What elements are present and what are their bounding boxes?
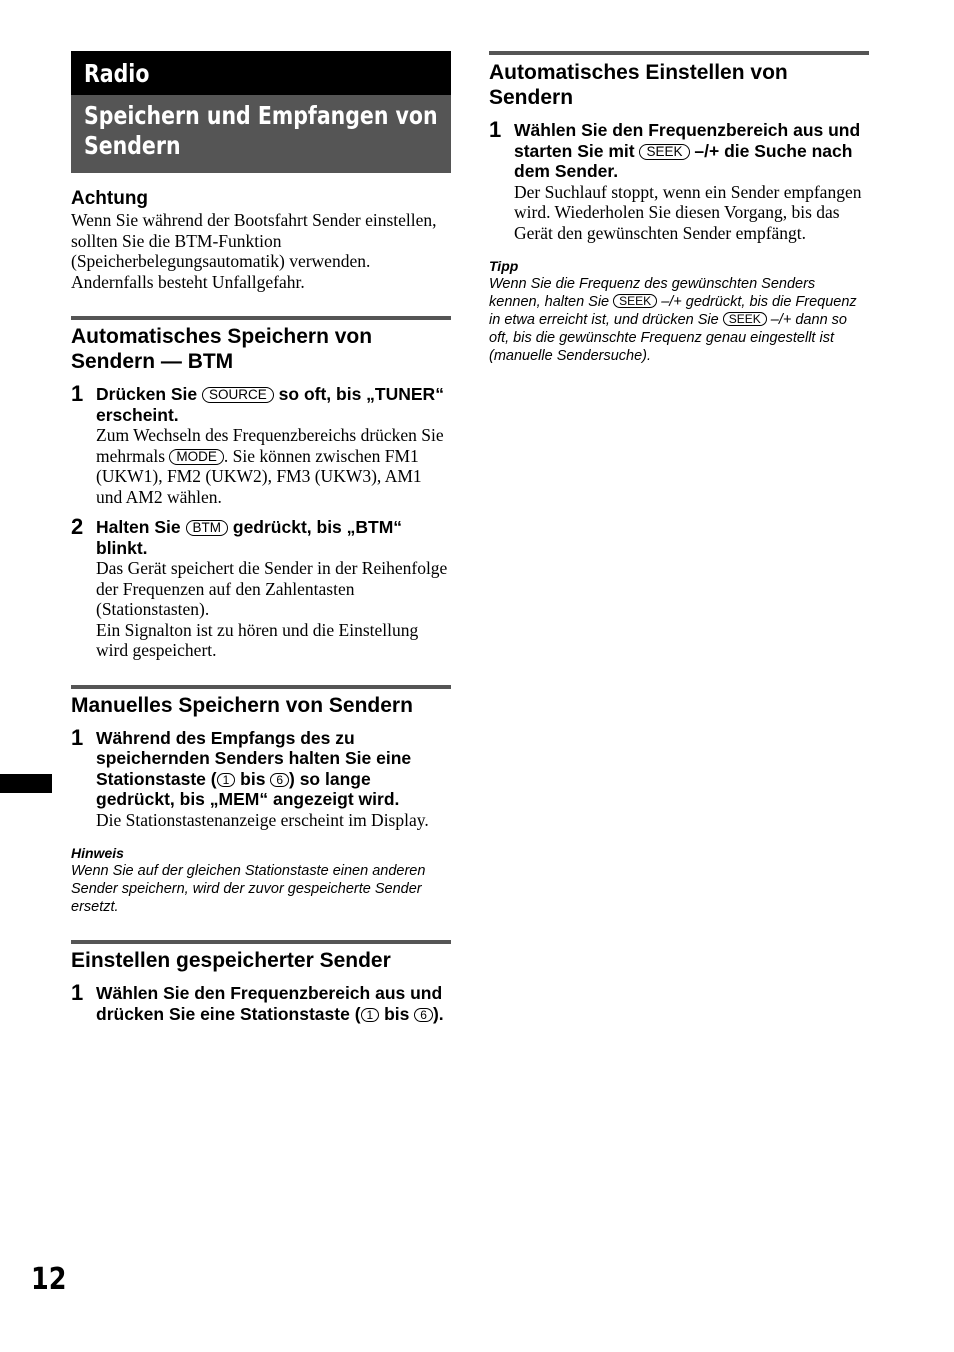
btm-section-header	[71, 316, 451, 374]
preset-1-button-label: 1	[217, 773, 236, 787]
mode-button-label: MODE	[169, 449, 224, 465]
stored-step-1	[71, 980, 451, 1024]
auto-tune-step-1	[489, 117, 869, 243]
step-heading-text: ) so lange gedrückt, bis „MEM“ angezeigt wird.	[96, 768, 400, 809]
btm-button-label: BTM	[186, 520, 229, 536]
step-heading-text: –/+ die Suche nach dem Sender.	[514, 140, 853, 181]
step-body: Die Stationstastenanzeige erscheint im Display.	[96, 809, 429, 830]
seek-button-label: SEEK	[723, 312, 767, 326]
page-number: 12	[31, 1262, 67, 1297]
auto-tune-section-title: Automatisches Einstellen von Sendern	[489, 61, 788, 109]
step-number: 1	[71, 980, 84, 1005]
step-body-text: . Sie können zwischen FM1 (UKW1), FM2 (UKW2), FM3 (UKW3), AM1 und AM2 wählen.	[96, 445, 422, 507]
step-heading-text: bis	[384, 1003, 410, 1024]
preset-6-button-label: 6	[414, 1008, 433, 1022]
chapter-title: Radio	[84, 58, 150, 88]
note-title: Hinweis	[71, 845, 124, 861]
chapter-banner	[71, 51, 451, 95]
btm-step-2	[71, 514, 451, 661]
note-text: Wenn Sie auf der gleichen Stationstaste einen anderen Sender speichern, wird der zuvor gespeicherte Sender ersetzt.	[71, 863, 426, 915]
step-heading-text: Während des Empfangs des zu speichernden Senders halten Sie eine Stationstaste (	[96, 727, 412, 789]
step-heading	[96, 983, 451, 1024]
btm-section-title: Automatisches Speichern von Sendern — BTM	[71, 325, 373, 373]
step-body-text: Zum Wechseln des Frequenzbereichs drücken Sie mehrmals	[96, 425, 444, 466]
step-heading	[96, 384, 451, 425]
step-body	[96, 425, 451, 507]
stored-section-header	[71, 940, 451, 973]
step-heading	[96, 728, 451, 810]
tip-text-part: Wenn Sie die Frequenz des gewünschten Senders kennen, halten Sie	[489, 276, 816, 310]
section-banner-title: Speichern und Empfangen von Sendern	[84, 101, 438, 160]
step-heading-text: Wählen Sie den Frequenzbereich aus und drücken Sie eine Stationstaste (	[96, 983, 443, 1024]
seek-button-label: SEEK	[613, 294, 657, 308]
tip-text	[489, 275, 869, 365]
tip-text-part: –/+ gedrückt, bis die Frequenz in etwa erreicht ist, und drücken Sie	[489, 294, 857, 328]
btm-step-1	[71, 381, 451, 507]
step-heading-text: so oft, bis „TUNER“ erscheint.	[96, 384, 444, 425]
step-number: 1	[71, 381, 84, 406]
step-heading-text: Wählen Sie den Frequenzbereich aus und starten Sie mit	[514, 120, 861, 161]
manual-section-title: Manuelles Speichern von Sendern	[71, 693, 413, 717]
left-column	[71, 51, 451, 1024]
chapter-side-tab	[0, 774, 52, 793]
caution-text: Wenn Sie während der Bootsfahrt Sender einstellen, sollten Sie die BTM-Funktion (Speicherbelegungsautomatik) verwenden. Andernfalls besteht Unfallgefahr.	[71, 210, 437, 292]
right-column	[489, 51, 869, 365]
step-number: 2	[71, 514, 84, 539]
step-heading-text: Halten Sie	[96, 517, 181, 537]
step-heading-text: bis	[240, 768, 266, 789]
step-number: 1	[71, 724, 84, 750]
step-heading	[96, 517, 451, 558]
step-heading-text: ).	[432, 1003, 444, 1024]
step-body: Der Suchlauf stoppt, wenn ein Sender empfangen wird. Wiederholen Sie diesen Vorgang, bis das Gerät den gewünschten Sender empfängt.	[514, 181, 862, 243]
caution-title: Achtung	[71, 188, 149, 209]
preset-1-button-label: 1	[361, 1008, 380, 1022]
auto-tune-section-header	[489, 51, 869, 110]
step-heading	[514, 120, 869, 182]
preset-6-button-label: 6	[270, 773, 289, 787]
step-number: 1	[489, 117, 502, 142]
step-body: Ein Signalton ist zu hören und die Einstellung wird gespeichert.	[96, 619, 419, 660]
manual-step-1	[71, 724, 451, 831]
source-button-label: SOURCE	[202, 387, 274, 403]
tip-text-part: –/+ dann so oft, bis die gewünschte Frequenz genau eingestellt ist (manuelle Sendersuche).	[489, 312, 847, 364]
step-body: Das Gerät speichert die Sender in der Reihenfolge der Frequenzen auf den Zahlentasten (Stationstasten).	[96, 558, 448, 619]
section-banner	[71, 95, 451, 173]
step-heading-text: Drücken Sie	[96, 384, 198, 404]
seek-button-label: SEEK	[639, 144, 689, 160]
step-heading-text: gedrückt, bis „BTM“ blinkt.	[96, 517, 403, 558]
manual-section-header	[71, 685, 451, 718]
tip-title: Tipp	[489, 258, 519, 274]
stored-section-title: Einstellen gespeicherter Sender	[71, 949, 391, 972]
